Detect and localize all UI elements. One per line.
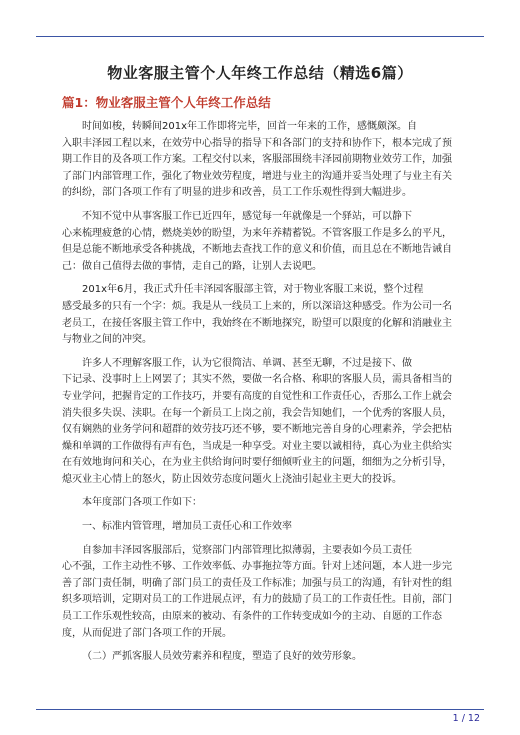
section-title: 篇1：物业客服主管个人年终工作总结 bbox=[62, 95, 271, 110]
item-1-paragraph bbox=[62, 543, 458, 643]
paragraph-1 bbox=[62, 119, 458, 202]
paragraph-line: 201x年6月，我正式升任丰泽园客服部主管，对于物业客服工来说，整个过程 bbox=[82, 284, 424, 296]
paragraph-line: 入职丰泽园工程以来，在效劳中心指导的指导下和各部门的支持和协作下，根本完成了预期工作目的及各项工作方案。工程交付以来，客服部围绕丰泽园前期物业效劳工作，加强了部门内部管理工作，强化了物业效劳程度，增进与业主的沟通并妥当处理了与业主有关的纠纷，部门各项工作有了明显的进步和改善，员工工作乐观性得到大幅进步。 bbox=[62, 137, 452, 199]
paragraph-line: 时间如梭，转瞬间201x年工作即将完毕，回首一年来的工作，感慨颇深。自 bbox=[82, 121, 418, 132]
footer-rule bbox=[36, 709, 484, 710]
paragraph-line: 心不强，工作主动性不够、工作效率低、办事拖拉等方面。针对上述问题，本人进一步完善了部门责任制，明确了部门员工的责任及工作标准；加强与员工的沟通，有针对性的组织多项培训，定期对员工的工作进展点评，有力的鼓励了员工的工作责任性。目前，部门员工工作乐观性较高，由原来的被动、有条件的工作转变成如今的主动、自愿的工作态度，从而促进了部门各项工作的开展。 bbox=[62, 561, 452, 639]
header-rule bbox=[36, 36, 484, 37]
document-title: 物业客服主管个人年终工作总结（精选6篇） bbox=[107, 64, 413, 82]
paragraph-3 bbox=[62, 282, 458, 348]
paragraph-line: 下记录、没事时上上网罢了；其实不然，要做一名合格、称职的客服人员，需具备相当的专业学问，把握肯定的工作技巧，并要有高度的自觉性和工作责任心，否那么工作上就会消失很多失误、渎职。在每一个新员工上岗之前，我会告知她们，一个优秀的客服人员，仅有娴熟的业务学问和超群的效劳技巧还不够，要不断地完善自身的心理素养，学会把枯燥和单调的工作做得有声有色，当成是一种享受。对业主要以诚相待，真心为业主供给实在有效地询问和关心，在为业主供给询问时要仔细倾听业主的问题，细细为之分析引导，熄灭业主心情上的怒火，防止因效劳态度问题火上浇油引起业主更大的投诉。 bbox=[62, 374, 452, 485]
page-number: 1 / 12 bbox=[452, 713, 480, 724]
paragraph-line: 不知不觉中从事客服工作已近四年，感觉每一年就像是一个驿站，可以静下 bbox=[82, 210, 412, 222]
item-2-heading: （二）严抓客服人员效劳素养和程度，塑造了良好的效劳形象。 bbox=[82, 651, 362, 663]
paragraph-line: 自参加丰泽园客服部后，觉察部门内部管理比拟薄弱，主要表如今员工责任 bbox=[82, 544, 412, 556]
paragraph-4 bbox=[62, 356, 458, 489]
paragraph-line: 感受最多的只有一个字：烦。我是从一线员工上来的，所以深谙这种感受。作为公司一名老员工，在接任客服主管工作中，我始终在不断地探究，盼望可以限度的化解和消融业主与物业之间的冲突。 bbox=[62, 300, 452, 346]
document-body bbox=[62, 62, 458, 673]
paragraph-2 bbox=[62, 209, 458, 275]
paragraph-line: 心来梳理疲惫的心情，燃烧美妙的盼望，为来年养精蓄锐。不管客服工作是多么的平凡，但是总能不断地承受各种挑战，不断地去查找工作的意义和价值，而且总在不断地告诫自己：做自己值得去做的事情，走自己的路，让别人去说吧。 bbox=[62, 227, 452, 272]
paragraph-line: 许多人不理解客服工作，认为它很简洁、单调、甚至无聊，不过是接下、做 bbox=[82, 357, 412, 369]
intro-line: 本年度部门各项工作如下： bbox=[82, 497, 202, 509]
item-1-heading: 一、标准内管管理，增加员工责任心和工作效率 bbox=[82, 521, 292, 533]
